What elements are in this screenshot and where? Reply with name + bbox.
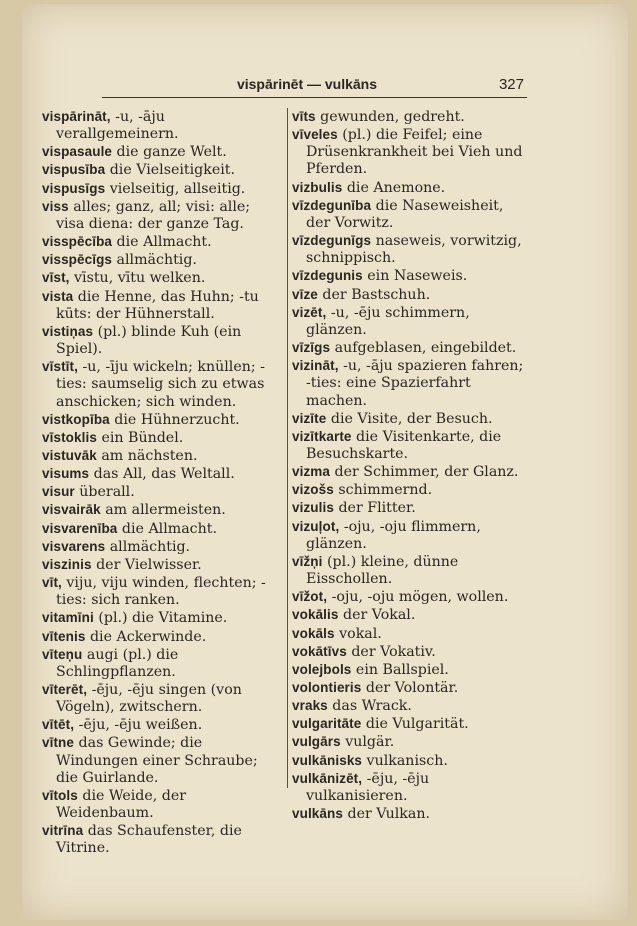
headword: vīts xyxy=(292,109,316,124)
dictionary-entry xyxy=(292,518,529,553)
definition: (pl.) die Vitamine. xyxy=(93,610,228,627)
headword: vizbulis xyxy=(292,179,343,195)
dictionary-entry xyxy=(42,646,280,681)
headword: vīterēt, xyxy=(42,682,88,697)
definition: das Wrack. xyxy=(327,698,412,715)
definition: -u, -īju wickeln; knüllen; -ties: saumselig sich zu etwas anschicken; sich winden. xyxy=(56,359,265,410)
headword: visspēcīgs xyxy=(42,252,113,268)
dictionary-entry xyxy=(42,198,280,233)
definition: die Henne, das Huhn; -tu kūts: der Hühnerstall. xyxy=(56,288,259,322)
headword: vītēt, xyxy=(42,717,75,733)
dictionary-entry xyxy=(42,465,280,483)
definition: die Hühnerzucht. xyxy=(109,411,240,428)
left-column xyxy=(42,108,280,858)
headword: vulkānizēt, xyxy=(292,770,363,786)
definition: die Visitenkarte, die Besuchskarte. xyxy=(306,428,502,462)
dictionary-entry xyxy=(292,126,529,178)
definition: der Vokal. xyxy=(338,607,416,624)
dictionary-entry xyxy=(42,251,280,269)
dictionary-entry xyxy=(42,574,280,609)
headword: vīveles xyxy=(292,127,338,143)
headword: vizēt, xyxy=(292,304,327,320)
definition: -u, -āju verallgemeinern. xyxy=(56,109,179,143)
headword: vulkānisks xyxy=(292,752,363,768)
definition: vulgär. xyxy=(340,734,395,751)
dictionary-entry xyxy=(42,143,280,161)
definition: die Visite, der Besuch. xyxy=(326,410,493,427)
definition: -ēju, -ēju singen (von Vögeln), zwitschern. xyxy=(56,682,242,716)
headword: vīzīgs xyxy=(292,340,331,356)
dictionary-entry xyxy=(42,429,280,447)
dictionary-entry xyxy=(42,108,280,143)
dictionary-entry xyxy=(42,520,280,538)
dictionary-entry xyxy=(42,288,280,323)
definition: vielseitig, allseitig. xyxy=(105,180,246,197)
headword: visspēcība xyxy=(42,234,113,250)
headword: vokālis xyxy=(292,607,339,623)
dictionary-entry xyxy=(292,679,529,697)
definition: die Anemone. xyxy=(342,179,446,196)
dictionary-entry xyxy=(292,606,529,624)
headword: vīžot, xyxy=(292,589,328,605)
definition: vulkanisch. xyxy=(362,752,448,769)
definition: (pl.) blinde Kuh (ein Spiel). xyxy=(56,323,242,358)
headword: vīžņi xyxy=(292,553,323,569)
column-divider xyxy=(287,108,288,788)
dictionary-entry xyxy=(292,232,529,267)
right-column xyxy=(292,108,529,823)
headword: vispasaule xyxy=(42,144,113,160)
headword: visums xyxy=(42,466,90,482)
page-header xyxy=(22,76,628,96)
dictionary-entry xyxy=(292,752,529,770)
dictionary-entry xyxy=(292,304,529,339)
headword: vizītkarte xyxy=(292,428,352,444)
definition: viju, viju winden, flechten; -ties: sich ranken. xyxy=(56,575,266,609)
headword: vistiņas xyxy=(42,323,94,339)
headword: viss xyxy=(42,198,69,214)
header-rule xyxy=(102,97,527,98)
dictionary-entry xyxy=(42,787,280,822)
dictionary-entry xyxy=(42,628,280,646)
headword: viszinis xyxy=(42,556,92,572)
dictionary-entry xyxy=(292,481,529,499)
definition: am allermeisten. xyxy=(100,502,226,519)
headword: vista xyxy=(42,288,74,304)
definition: alles; ganz, all; visi: alle; visa diena: der ganze Tag. xyxy=(56,198,251,232)
definition: -ēju, -ēju weißen. xyxy=(74,717,203,734)
definition: der Vokativ. xyxy=(346,643,436,660)
dictionary-entry xyxy=(292,179,529,197)
definition: die ganze Welt. xyxy=(112,144,227,161)
headword: vizīte xyxy=(292,410,327,426)
headword: vulgārs xyxy=(292,734,341,750)
definition: allmächtig. xyxy=(105,538,191,555)
definition: -ēju, -ēju vulkanisieren. xyxy=(306,770,430,804)
headword: volejbols xyxy=(292,661,352,677)
headword: vīzdegunīgs xyxy=(292,233,372,249)
headword: vīzdegunis xyxy=(292,268,363,284)
headword: visvarenība xyxy=(42,520,118,536)
definition: allmächtig. xyxy=(112,252,197,269)
definition: das Gewinde; die Windungen einer Schraube; die Guirlande. xyxy=(56,735,258,786)
dictionary-entry xyxy=(292,108,529,126)
dictionary-entry xyxy=(42,609,280,627)
headword: vizulis xyxy=(292,500,334,516)
definition: ein Naseweis. xyxy=(362,268,468,285)
headword: vitrīna xyxy=(42,823,84,839)
definition: das All, das Weltall. xyxy=(89,466,235,483)
dictionary-entry xyxy=(292,267,529,285)
definition: augi (pl.) die Schlingpflanzen. xyxy=(56,646,179,680)
definition: ein Bündel. xyxy=(96,429,184,446)
headword: vraks xyxy=(292,698,328,714)
dictionary-entry xyxy=(292,463,529,481)
headword: vītne xyxy=(42,735,75,751)
headword: vulkāns xyxy=(292,806,343,822)
definition: die Allmacht. xyxy=(117,520,217,537)
definition: naseweis, vorwitzig, schnippisch. xyxy=(306,233,522,267)
running-head: vispārinēt — vulkāns xyxy=(236,76,378,92)
definition: die Ackerwinde. xyxy=(85,628,207,645)
dictionary-entry xyxy=(292,770,529,805)
definition: der Flitter. xyxy=(333,500,416,517)
definition: am nächsten. xyxy=(96,447,198,464)
dictionary-entry xyxy=(292,357,529,409)
dictionary-entry xyxy=(42,556,280,574)
definition: die Weide, der Weidenbaum. xyxy=(56,787,187,822)
dictionary-entry xyxy=(292,697,529,715)
definition: schimmernd. xyxy=(333,482,433,499)
headword: vispārināt, xyxy=(42,109,111,124)
headword: vīteņu xyxy=(42,646,83,662)
dictionary-entry xyxy=(292,715,529,733)
headword: vīt, xyxy=(42,575,62,591)
page-number: 327 xyxy=(498,76,524,93)
definition: ein Ballspiel. xyxy=(351,661,449,678)
definition: der Schimmer, der Glanz. xyxy=(330,464,519,481)
definition: die Naseweisheit, der Vorwitz. xyxy=(306,197,504,231)
definition: vokal. xyxy=(334,625,382,642)
dictionary-page xyxy=(22,4,628,920)
dictionary-entry xyxy=(292,286,529,304)
dictionary-entry xyxy=(42,411,280,429)
definition: die Vielseitigkeit. xyxy=(105,162,235,179)
definition: -u, -āju spazieren fahren; -ties: eine Spazierfahrt machen. xyxy=(306,358,524,409)
definition: aufgeblasen, eingebildet. xyxy=(330,340,517,357)
definition: -u, -ēju schimmern, glänzen. xyxy=(306,304,470,338)
definition: die Vulgarität. xyxy=(361,716,469,733)
headword: vispusība xyxy=(42,162,106,178)
dictionary-entry xyxy=(292,428,529,463)
dictionary-entry xyxy=(292,410,529,428)
headword: visvarens xyxy=(42,538,106,554)
headword: vokātīvs xyxy=(292,643,347,659)
dictionary-entry xyxy=(42,822,280,857)
headword: visvairāk xyxy=(42,502,101,518)
headword: vīst, xyxy=(42,270,70,286)
dictionary-entry xyxy=(42,716,280,734)
dictionary-entry xyxy=(292,588,529,606)
headword: vistuvāk xyxy=(42,447,97,463)
dictionary-entry xyxy=(42,681,280,716)
definition: -oju, -oju flimmern, glänzen. xyxy=(306,518,481,552)
definition: vīstu, vītu welken. xyxy=(69,270,206,287)
definition: das Schaufenster, die Vitrine. xyxy=(56,823,242,857)
dictionary-entry xyxy=(42,483,280,501)
headword: vistkopība xyxy=(42,411,110,427)
dictionary-entry xyxy=(292,805,529,823)
headword: vītenis xyxy=(42,628,86,644)
headword: volontieris xyxy=(292,680,362,695)
dictionary-entry xyxy=(42,501,280,519)
definition: überall. xyxy=(74,484,135,501)
headword: vizošs xyxy=(292,482,334,498)
dictionary-entry xyxy=(292,661,529,679)
dictionary-entry xyxy=(42,161,280,179)
definition: der Volontär. xyxy=(361,680,459,696)
dictionary-entry xyxy=(42,180,280,198)
dictionary-entry xyxy=(292,197,529,232)
dictionary-entry xyxy=(42,358,280,410)
definition: (pl.) die Feifel; eine Drüsenkrankheit bei Vieh und Pferden. xyxy=(306,127,523,178)
dictionary-entry xyxy=(42,269,280,287)
dictionary-entry xyxy=(292,553,529,588)
definition: der Vulkan. xyxy=(342,806,430,823)
definition: die Allmacht. xyxy=(112,234,212,251)
dictionary-entry xyxy=(292,643,529,661)
dictionary-entry xyxy=(42,323,280,358)
headword: vispusīgs xyxy=(42,180,106,196)
headword: vizuļot, xyxy=(292,518,340,534)
headword: vizināt, xyxy=(292,358,339,374)
dictionary-entry xyxy=(292,499,529,517)
dictionary-entry xyxy=(292,625,529,643)
dictionary-entry xyxy=(42,447,280,465)
dictionary-entry xyxy=(292,733,529,751)
headword: vulgaritāte xyxy=(292,716,362,732)
headword: vīstoklis xyxy=(42,429,97,445)
headword: vīstīt, xyxy=(42,359,78,375)
definition: (pl.) kleine, dünne Eisschollen. xyxy=(306,553,459,588)
dictionary-entry xyxy=(292,339,529,357)
headword: visur xyxy=(42,484,75,500)
headword: vokāls xyxy=(292,625,335,641)
definition: gewunden, gedreht. xyxy=(315,109,465,125)
headword: vīzdegunība xyxy=(292,197,372,213)
definition: -oju, -oju mögen, wollen. xyxy=(327,589,509,606)
dictionary-entry xyxy=(42,538,280,556)
headword: vītols xyxy=(42,787,78,803)
dictionary-entry xyxy=(42,233,280,251)
headword: vizma xyxy=(292,464,331,480)
definition: der Vielwisser. xyxy=(91,556,202,573)
headword: vitamīni xyxy=(42,610,94,626)
definition: der Bastschuh. xyxy=(317,286,431,303)
headword: vīze xyxy=(292,286,318,302)
dictionary-entry xyxy=(42,734,280,786)
